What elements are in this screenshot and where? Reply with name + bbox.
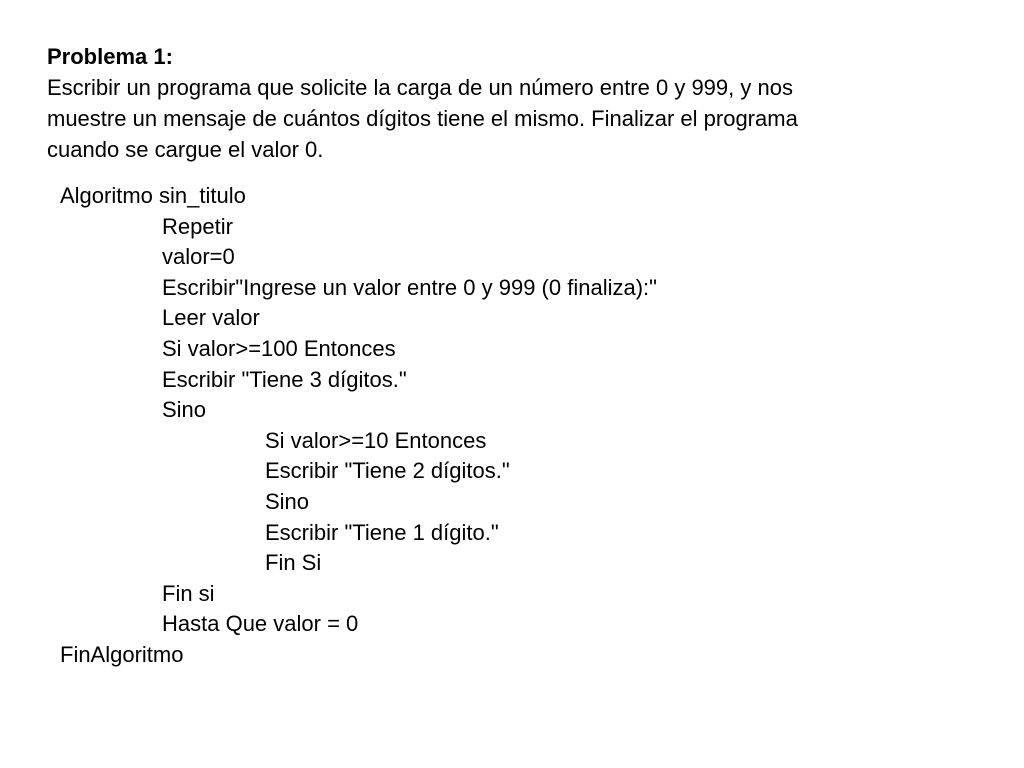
code-line: Si valor>=100 Entonces <box>162 335 396 361</box>
code-line: Escribir"Ingrese un valor entre 0 y 999 (0 finaliza):" <box>162 274 657 300</box>
code-line: Sino <box>162 397 207 423</box>
problem-text-line: Escribir un programa que solicite la carga de un número entre 0 y 999, y nos <box>47 75 793 100</box>
problem-title: Problema 1: <box>47 44 173 69</box>
code-line: Algoritmo sin_titulo <box>60 183 246 208</box>
code-line: Hasta Que valor = 0 <box>162 611 359 637</box>
code-line: Escribir "Tiene 2 dígitos." <box>265 458 510 484</box>
code-line: Repetir <box>162 213 233 239</box>
problem-text-line: muestre un mensaje de cuántos dígitos tiene el mismo. Finalizar el programa <box>47 106 798 131</box>
code-line: Escribir "Tiene 3 dígitos." <box>162 366 407 392</box>
code-line: FinAlgoritmo <box>60 641 184 667</box>
code-line: Si valor>=10 Entonces <box>265 427 487 453</box>
code-line: Sino <box>265 488 310 514</box>
pseudocode-block <box>60 181 980 671</box>
code-line: Fin si <box>162 580 215 606</box>
code-line: Escribir "Tiene 1 dígito." <box>265 519 499 545</box>
problem-text-line: cuando se cargue el valor 0. <box>47 137 324 162</box>
problem-statement <box>47 41 887 165</box>
code-line: Fin Si <box>265 550 322 576</box>
code-line: Leer valor <box>162 305 260 331</box>
code-line: valor=0 <box>162 244 235 270</box>
